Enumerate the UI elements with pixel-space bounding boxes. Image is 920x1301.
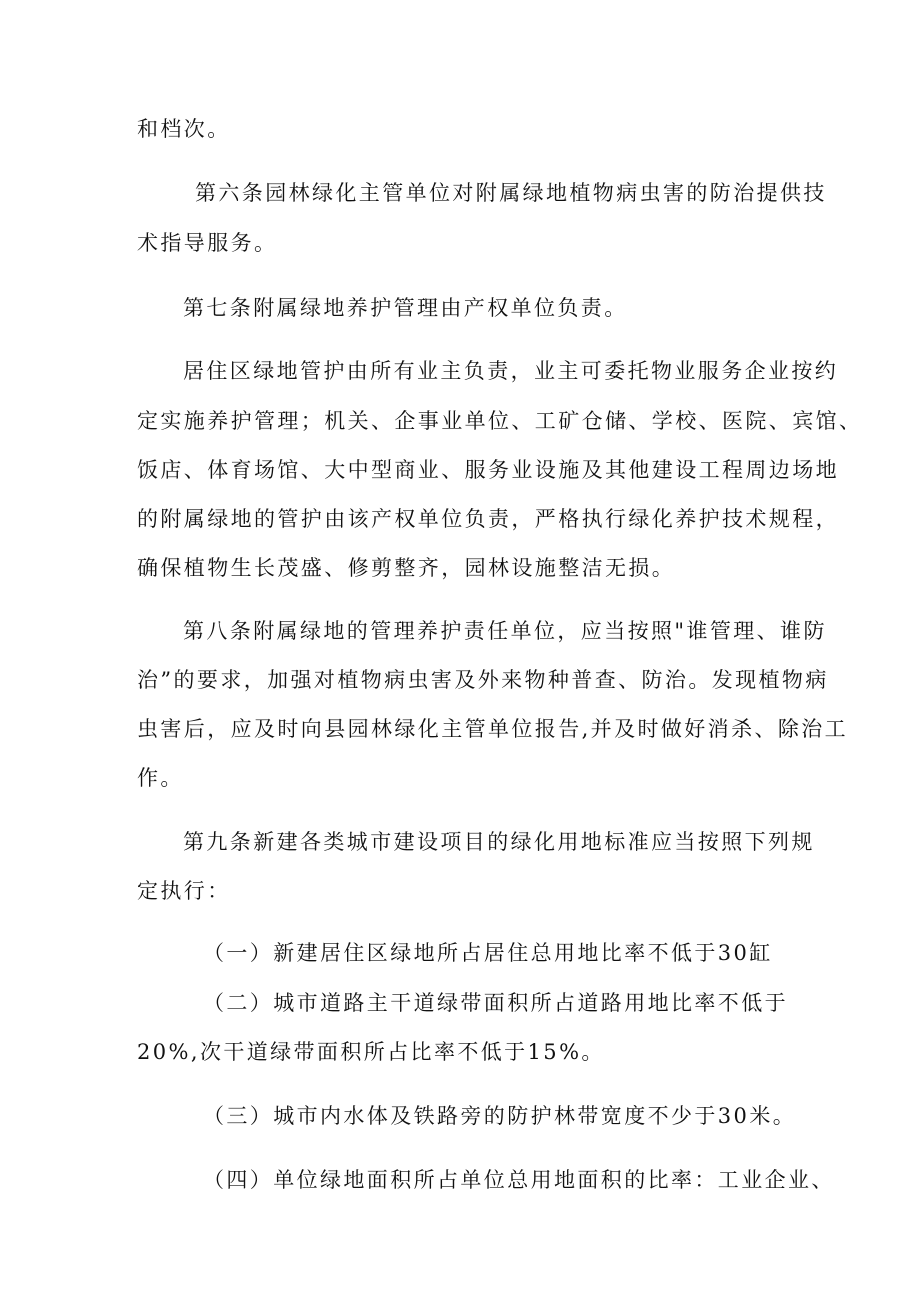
text-line: 饭店、体育场馆、大中型商业、服务业设施及其他建设工程周边场地 bbox=[137, 458, 839, 482]
text-line: 的附属绿地的管护由该产权单位负责，严格执行绿化养护技术规程， bbox=[137, 507, 839, 531]
text-line: 第六条园林绿化主管单位对附属绿地植物病虫害的防治提供技 bbox=[195, 181, 827, 205]
text-line: （三）城市内水体及铁路旁的防护林带宽度不少于30米。 bbox=[203, 1104, 797, 1128]
text-line: 居住区绿地管护由所有业主负责，业主可委托物业服务企业按约 bbox=[183, 359, 839, 383]
text-line: （四）单位绿地面积所占单位总用地面积的比率：工业企业、 bbox=[203, 1168, 835, 1192]
text-line: 治”的要求，加强对植物病虫害及外来物种普查、防治。发现植物病 bbox=[137, 668, 829, 692]
text-line: 作。 bbox=[137, 766, 184, 790]
text-line: （一）新建居住区绿地所占居住总用地比率不低于30缸 bbox=[203, 941, 773, 965]
text-line: 确保植物生长茂盛、修剪整齐，园林设施整洁无损。 bbox=[137, 556, 676, 580]
text-line: 第七条附属绿地养护管理由产权单位负责。 bbox=[183, 296, 628, 320]
text-line: 虫害后，应及时向县园林绿化主管单位报告,并及时做好消杀、除治工 bbox=[137, 717, 849, 741]
text-line: 20%,次干道绿带面积所占比率不低于15%。 bbox=[137, 1040, 605, 1064]
text-line: 第八条附属绿地的管理养护责任单位，应当按照"谁管理、谁防 bbox=[183, 619, 827, 643]
text-line: 术指导服务。 bbox=[137, 231, 278, 255]
text-line: 和档次。 bbox=[137, 117, 231, 141]
text-line: 第九条新建各类城市建设项目的绿化用地标准应当按照下列规 bbox=[183, 830, 815, 854]
text-line: 定执行： bbox=[137, 879, 231, 903]
text-line: 定实施养护管理；机关、企事业单位、工矿仓储、学校、医院、宾馆、 bbox=[137, 409, 863, 433]
text-line: （二）城市道路主干道绿带面积所占道路用地比率不低于 bbox=[203, 991, 788, 1015]
